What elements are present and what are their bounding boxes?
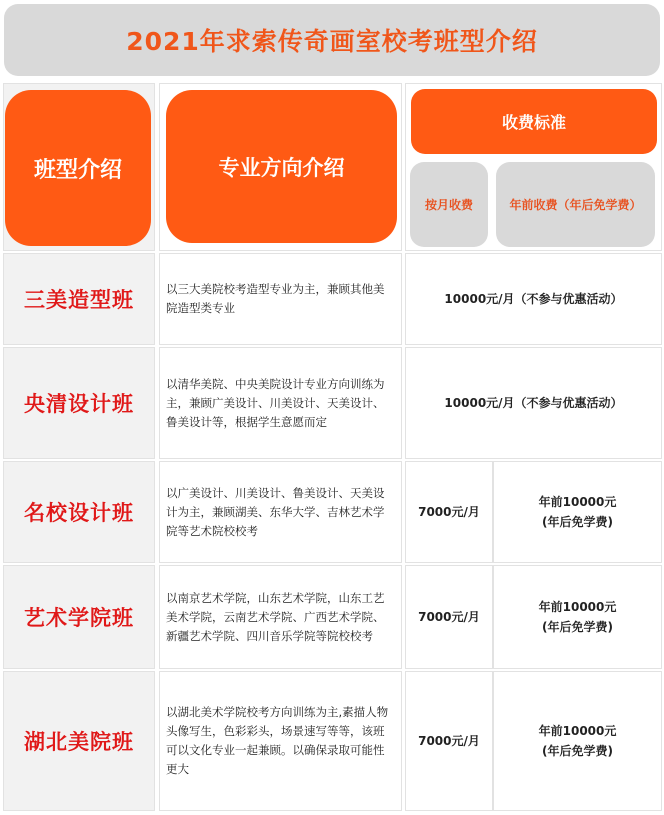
title-banner [4,4,660,76]
header-monthly-fee: 按月收费 [410,162,488,247]
fee-monthly: 7000元/月 [405,671,493,811]
class-name: 名校设计班 [24,501,134,525]
class-description: 以清华美院、中央美院设计专业方向训练为主，兼顾广美设计、川美设计、天美设计、鲁美设计等，根据学生意愿而定 [159,347,402,459]
table-row-name [3,671,155,811]
class-name: 央清设计班 [24,392,134,416]
table-row-name [3,253,155,345]
class-description: 以湖北美术学院校考方向训练为主,素描人物头像写生，色彩彩头，场景速写等等，该班可以文化专业一起兼顾。以确保录取可能性更大 [159,671,402,811]
fee-combined: 10000元/月（不参与优惠活动） [405,347,662,459]
page-title: 2021年求索传奇画室校考班型介绍 [126,27,538,56]
fee-monthly: 7000元/月 [405,461,493,563]
class-name: 艺术学院班 [24,606,134,630]
fee-monthly: 7000元/月 [405,565,493,669]
table-row-name [3,347,155,459]
fee-yearly: 年前10000元 (年后免学费) [493,461,662,563]
fee-combined: 10000元/月（不参与优惠活动） [405,253,662,345]
class-description: 以南京艺术学院，山东艺术学院，山东工艺美术学院，云南艺术学院、广西艺术学院、新疆艺术学院、四川音乐学院等院校校考 [159,565,402,669]
fee-yearly: 年前10000元 (年后免学费) [493,671,662,811]
header-fee-standard: 收费标准 [411,89,657,154]
table-row-name [3,461,155,563]
table-row-name [3,565,155,669]
header-class-type: 班型介绍 [5,90,151,246]
header-yearly-fee: 年前收费（年后免学费） [496,162,655,247]
class-name: 湖北美院班 [24,730,134,754]
class-name: 三美造型班 [24,288,134,312]
class-description: 以广美设计、川美设计、鲁美设计、天美设计为主，兼顾湖美、东华大学、吉林艺术学院等艺术院校校考 [159,461,402,563]
fee-yearly: 年前10000元 (年后免学费) [493,565,662,669]
header-major-direction: 专业方向介绍 [166,90,397,243]
class-description: 以三大美院校考造型专业为主，兼顾其他美院造型类专业 [159,253,402,345]
